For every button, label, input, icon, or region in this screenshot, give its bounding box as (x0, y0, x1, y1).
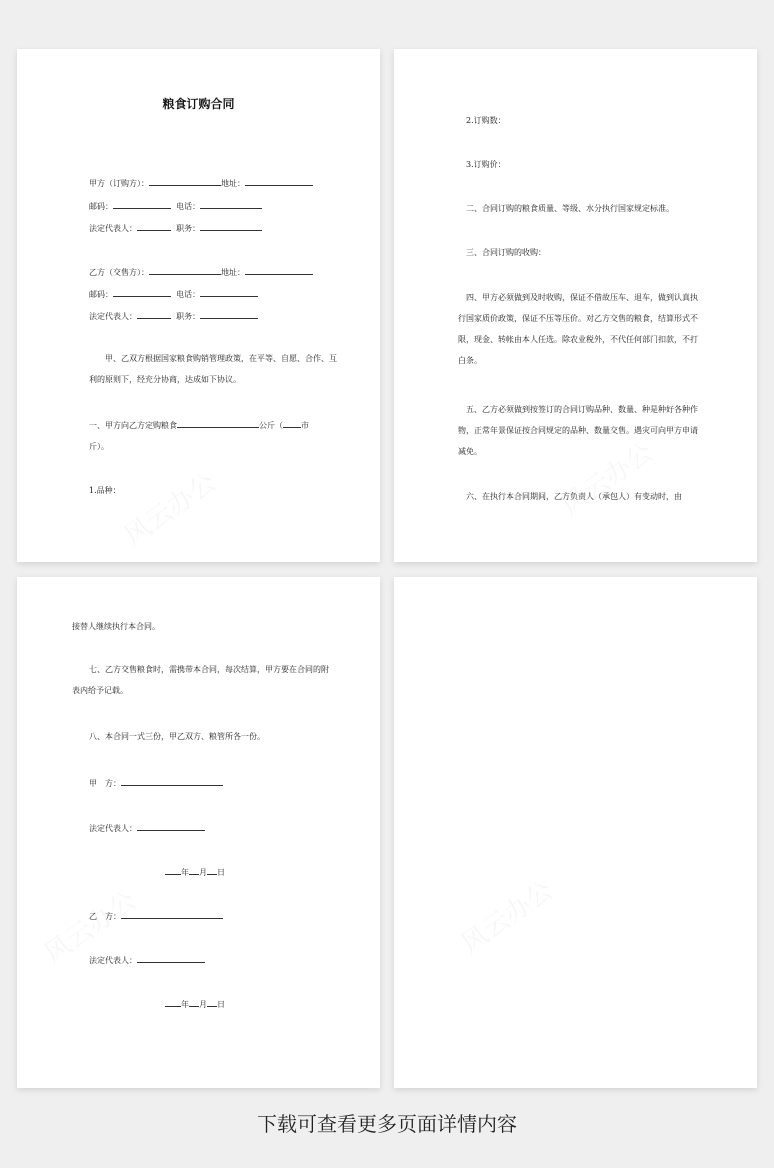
date-a-year: 年 (181, 868, 189, 877)
party-a-rep-label: 法定代表人： (89, 224, 137, 233)
sign-legal-a-blank (137, 820, 205, 831)
clause-1-amount-blank (177, 417, 259, 428)
clause-1 (89, 415, 343, 457)
party-a-blank (149, 175, 221, 186)
date-a-month-blank (189, 864, 199, 875)
intro-paragraph (89, 348, 343, 390)
party-b-phone-label: 电话： (176, 290, 201, 299)
intro-text: 甲、乙双方根据国家粮食购销管理政策，在平等、自愿、合作、互利的原则下，经充分协商，达成如下协议。 (89, 354, 337, 384)
document-page-3 (17, 577, 380, 1088)
clause-2: 二、合同订购的粮食质量、等级、水分执行国家规定标准。 (466, 204, 674, 213)
party-b-postcode-blank (113, 286, 171, 297)
clause-7-text: 七、乙方交售粮食时，需携带本合同，每次结算，甲方要在合同的附表内给予记载。 (72, 665, 329, 695)
party-b-rep-blank (137, 308, 171, 319)
sign-party-b-blank (121, 908, 223, 919)
date-a (165, 864, 225, 879)
document-page-4 (394, 577, 757, 1088)
party-a-postcode-blank (113, 198, 171, 209)
party-a-address-label: 地址： (221, 179, 245, 188)
download-caption: 下载可查看更多页面详情内容 (257, 1112, 517, 1136)
party-b-postcode-label: 邮码： (89, 290, 113, 299)
party-a-rep-blank (137, 220, 171, 231)
sign-party-a-blank (121, 775, 223, 786)
date-b-month-blank (189, 996, 199, 1007)
clause-6-continued: 接替人继续执行本合同。 (72, 622, 160, 631)
sign-legal-b-label: 法定代表人： (89, 956, 137, 965)
date-b-month: 月 (199, 1000, 207, 1009)
item-quantity: 2.订购数： (466, 116, 506, 125)
item-price: 3.订购价： (466, 160, 506, 169)
party-a-phone-blank (200, 198, 262, 209)
clause-1-text-d: 斤）。 (89, 442, 109, 451)
sign-party-b-label: 乙 方： (89, 912, 121, 921)
clause-5 (458, 399, 698, 462)
watermark (453, 871, 559, 961)
party-b-rep-label: 法定代表人： (89, 312, 137, 321)
clause-1-text-c: 市 (301, 421, 309, 430)
party-a-line (89, 175, 313, 190)
party-a-label: 甲方（订购方）： (89, 179, 149, 188)
party-b-postcode-line (89, 286, 258, 301)
watermark (116, 463, 222, 553)
item-variety: 1.品种： (89, 486, 121, 495)
date-b-year-blank (165, 996, 181, 1007)
party-b-line (89, 264, 313, 279)
party-a-position-label: 职务： (176, 224, 201, 233)
document-page-2 (394, 49, 757, 562)
document-page-1 (17, 49, 380, 562)
date-b (165, 996, 225, 1011)
date-a-day: 日 (217, 868, 225, 877)
date-a-day-blank (207, 864, 217, 875)
party-b-rep-line (89, 308, 258, 323)
party-a-phone-label: 电话： (176, 202, 201, 211)
date-b-day: 日 (217, 1000, 225, 1009)
clause-1-text-a: 一、甲方向乙方定购粮食 (89, 421, 177, 430)
clause-3: 三、合同订购的收购： (466, 248, 546, 257)
clause-4-text: 四、甲方必须做到及时收购，保证不借故压车、退车，做到认真执行国家质价政策，保证不压等压价。对乙方交售的粮食，结算形式不限，现金、转帐由本人任选。除农业税外，不代任何部门扣款，不打白条。 (458, 293, 698, 365)
clause-8: 八、本合同一式三份，甲乙双方、粮管所各一份。 (89, 732, 265, 741)
sign-legal-a-label: 法定代表人： (89, 824, 137, 833)
sign-party-a (89, 775, 223, 790)
sign-party-a-label: 甲 方： (89, 779, 121, 788)
party-b-address-blank (245, 264, 313, 275)
party-b-position-label: 职务： (176, 312, 201, 321)
clause-1-jin-blank (283, 417, 301, 428)
party-a-rep-line (89, 220, 262, 235)
party-a-position-blank (200, 220, 262, 231)
sign-party-b (89, 908, 223, 923)
date-b-year: 年 (181, 1000, 189, 1009)
clause-5-text: 五、乙方必须做到按签订的合同订购品种、数量、种是种好各种作物，正常年景保证按合同规定的品种、数量交售。遇灾可向甲方申请减免。 (458, 405, 698, 456)
party-a-postcode-label: 邮码： (89, 202, 113, 211)
date-a-month: 月 (199, 868, 207, 877)
sign-legal-b-blank (137, 952, 205, 963)
sign-legal-b (89, 952, 205, 967)
party-b-position-blank (200, 308, 258, 319)
clause-6: 六、在执行本合同期间，乙方负责人（承包人）有变动时，由 (466, 492, 682, 501)
sign-legal-a (89, 820, 205, 835)
party-b-phone-blank (200, 286, 258, 297)
party-b-blank (149, 264, 221, 275)
party-a-postcode-line (89, 198, 262, 213)
clause-4 (458, 287, 698, 371)
date-b-day-blank (207, 996, 217, 1007)
document-title: 粮食订购合同 (162, 97, 235, 111)
party-b-label: 乙方（交售方）： (89, 268, 149, 277)
clause-7 (72, 659, 329, 701)
party-b-address-label: 地址： (221, 268, 245, 277)
clause-1-text-b: 公斤（ (259, 421, 283, 430)
date-a-year-blank (165, 864, 181, 875)
party-a-address-blank (245, 175, 313, 186)
